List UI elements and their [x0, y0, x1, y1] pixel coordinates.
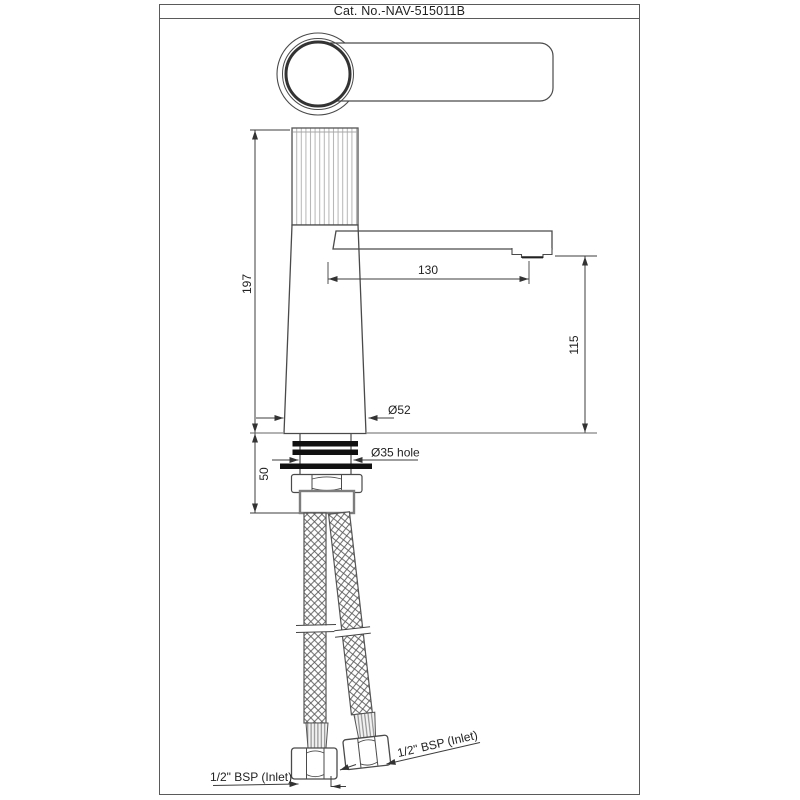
leader-elbow-arrow — [332, 784, 341, 788]
faucet-front-view — [250, 128, 597, 513]
left-hose — [292, 513, 338, 779]
left-hose-ferrule — [306, 723, 328, 748]
knurled-handle — [292, 128, 358, 225]
spout — [333, 231, 552, 249]
label-shank-length: 50 — [257, 467, 271, 481]
inlet-hoses — [292, 510, 391, 779]
dimension-labels — [210, 263, 581, 784]
right-hose-ferrule — [354, 712, 378, 738]
label-total-height: 197 — [240, 273, 254, 295]
label-left-inlet: 1/2" BSP (Inlet) — [210, 770, 293, 784]
left-hose-break — [296, 626, 336, 633]
catalog-number: Cat. No.-NAV-515011B — [333, 4, 466, 18]
leader-left-inlet — [213, 784, 299, 786]
right-hose-nut — [343, 735, 391, 770]
gasket-bottom-wide — [280, 464, 372, 470]
label-spout-reach: 130 — [417, 263, 439, 277]
gasket-middle — [293, 450, 359, 456]
top-view-knob-circle — [286, 42, 350, 106]
right-hose — [317, 510, 391, 769]
faucet-body — [284, 225, 366, 434]
label-spout-height: 115 — [567, 335, 581, 355]
label-mounting-hole: Ø35 hole — [371, 445, 420, 460]
mounting-nut — [292, 475, 363, 493]
left-hose-nut — [292, 748, 338, 779]
gasket-top — [293, 441, 359, 447]
label-base-diameter: Ø52 — [388, 403, 411, 417]
aerator — [512, 248, 552, 258]
faucet-top-view — [277, 33, 553, 115]
hose-crimp-block — [300, 491, 354, 513]
label-right-inlet: 1/2" BSP (Inlet) — [395, 727, 479, 760]
